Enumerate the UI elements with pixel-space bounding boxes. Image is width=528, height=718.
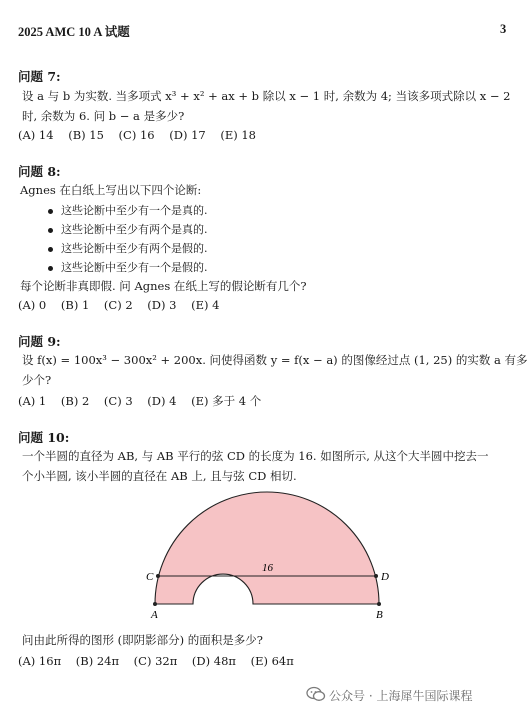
- choice: (A) 0: [18, 298, 47, 312]
- choice: (B) 24π: [75, 654, 120, 668]
- wechat-icon: [306, 686, 326, 702]
- point-d: [374, 574, 378, 578]
- choice: (C) 2: [103, 298, 133, 312]
- choice: (E) 多于 4 个: [191, 394, 262, 408]
- q7-title: 问题 7:: [18, 69, 61, 84]
- q10-question: 问由此所得的图形 (即阴影部分) 的面积是多少?: [22, 633, 263, 647]
- choice: (C) 3: [103, 394, 133, 408]
- choice: (B) 15: [68, 128, 104, 142]
- label-b: B: [376, 609, 383, 621]
- page-number: 3: [500, 22, 507, 36]
- point-c: [156, 574, 160, 578]
- q8-bullet: 这些论断中至少有两个是假的.: [48, 240, 208, 256]
- q8-question: 每个论断非真即假. 问 Agnes 在纸上写的假论断有几个?: [20, 279, 307, 293]
- q8-bullet: 这些论断中至少有两个是真的.: [48, 221, 208, 237]
- q10-line2: 个小半圆, 该小半圆的直径在 AB 上, 且与弦 CD 相切.: [22, 469, 297, 483]
- choice: (E) 4: [191, 298, 220, 312]
- point-b: [377, 602, 381, 606]
- choice: (B) 2: [60, 394, 90, 408]
- header-title: 2025 AMC 10 A 试题: [18, 25, 130, 39]
- q8-title: 问题 8:: [18, 164, 61, 179]
- choice: (D) 3: [147, 298, 177, 312]
- q8-bullet: 这些论断中至少有一个是真的.: [48, 202, 208, 218]
- choice: (A) 16π: [18, 654, 62, 668]
- label-d: D: [381, 571, 389, 583]
- q7-line2: 时, 余数为 6. 问 b − a 是多少?: [22, 109, 185, 123]
- choice: (D) 4: [147, 394, 177, 408]
- choice: (A) 1: [18, 394, 47, 408]
- label-a: A: [151, 609, 158, 621]
- choice: (D) 48π: [191, 654, 236, 668]
- choice: (C) 32π: [133, 654, 178, 668]
- choice: (A) 14: [18, 128, 54, 142]
- shaded-region: [155, 492, 379, 604]
- q8-intro: Agnes 在白纸上写出以下四个论断:: [20, 183, 202, 197]
- choice: (B) 1: [60, 298, 90, 312]
- q9-line2: 少个?: [22, 373, 52, 387]
- q10-title: 问题 10:: [18, 430, 70, 445]
- q7-line1: 设 a 与 b 为实数. 当多项式 x³ + x² + ax + b 除以 x − 1 时, 余数为 4; 当该多项式除以 x − 2: [22, 89, 511, 103]
- chord-length-label: 16: [262, 562, 273, 574]
- choice: (E) 64π: [250, 654, 294, 668]
- label-c: C: [146, 571, 154, 583]
- choice: (C) 16: [118, 128, 155, 142]
- point-a: [153, 602, 157, 606]
- q8-bullet: 这些论断中至少有一个是假的.: [48, 259, 208, 275]
- choice: (E) 18: [220, 128, 257, 142]
- watermark-text: 公众号 · 上海犀牛国际课程: [329, 689, 473, 703]
- choice: (D) 17: [169, 128, 206, 142]
- q9-line1: 设 f(x) = 100x³ − 300x² + 200x. 问使得函数 y = f(x − a) 的图像经过点 (1, 25) 的实数 a 有多: [22, 353, 528, 367]
- q9-title: 问题 9:: [18, 334, 61, 349]
- q10-line1: 一个半圆的直径为 AB, 与 AB 平行的弦 CD 的长度为 16. 如图所示, 从这个大半圆中挖去一: [22, 449, 489, 463]
- q10-choices: [18, 654, 294, 668]
